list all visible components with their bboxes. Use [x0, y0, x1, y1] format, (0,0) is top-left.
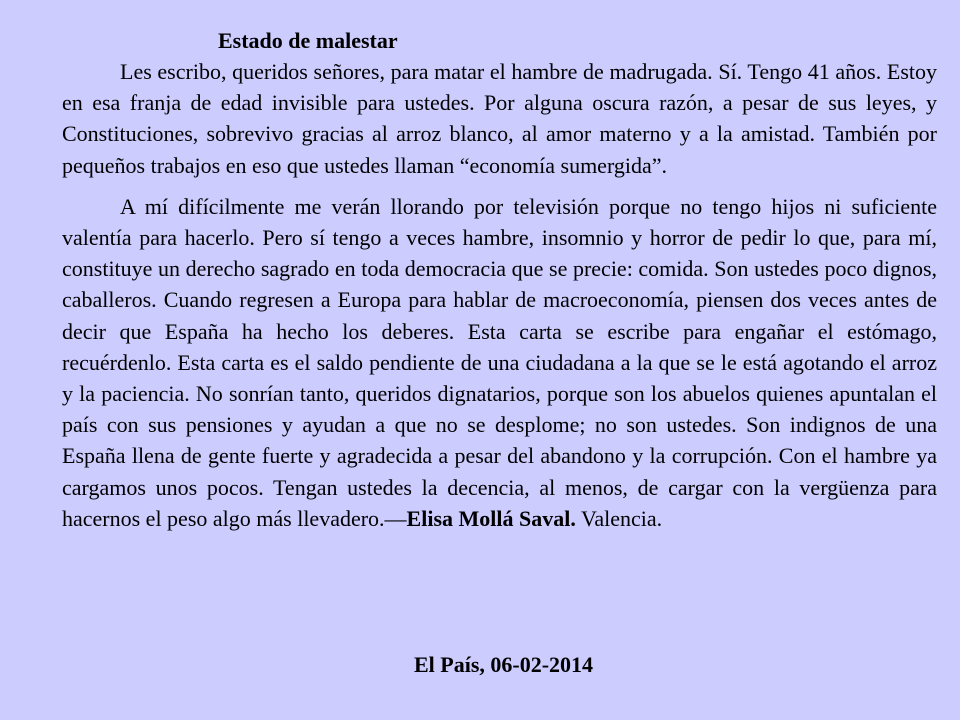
author-city: Valencia.: [575, 505, 663, 531]
letter-body: [62, 56, 937, 534]
paragraph-2-text: A mí difícilmente me verán llorando por televisión porque no tengo hijos ni suficiente valentía para hacerlo. Pero sí tengo a veces hambre, insomnio y horror de pedir lo que, para mí, constituye un derecho sagrado en toda democracia que se precie: comida. Son ustedes poco dignos, caballeros. Cuando regresen a Europa para hablar de macroeconomía, piensen dos veces antes de decir que España ha hecho los deberes. Esta carta se escribe para engañar el estómago, recuérdenlo. Esta carta es el saldo pendiente de una ciudadana a la que se le está agotando el arroz y la paciencia. No sonrían tanto, queridos dignatarios, porque son los abuelos quienes apuntalan el país con sus pensiones y ayudan a que no se desplome; no son ustedes. Son indignos de una España llena de gente fuerte y agradecida a pesar del abandono y la corrupción. Con el hambre ya cargamos unos pocos. Tengan ustedes la decencia, al menos, de cargar con la vergüenza para hacernos el peso algo más llevadero.—: [62, 193, 937, 531]
author-signature: Elisa Mollá Saval.: [406, 505, 576, 531]
source-citation: El País, 06-02-2014: [414, 652, 594, 677]
letter-title: Estado de malestar: [218, 28, 398, 53]
paragraph-2: [62, 191, 937, 534]
paragraph-1: Les escribo, queridos señores, para matar el hambre de madrugada. Sí. Tengo 41 años. Estoy en esa franja de edad invisible para ustedes. Por alguna oscura razón, a pesar de sus leyes, y Constituciones, sobrevivo gracias al arroz blanco, al amor materno y a la amistad. También por pequeños trabajos en eso que ustedes llaman “economía sumergida”.: [62, 59, 937, 178]
